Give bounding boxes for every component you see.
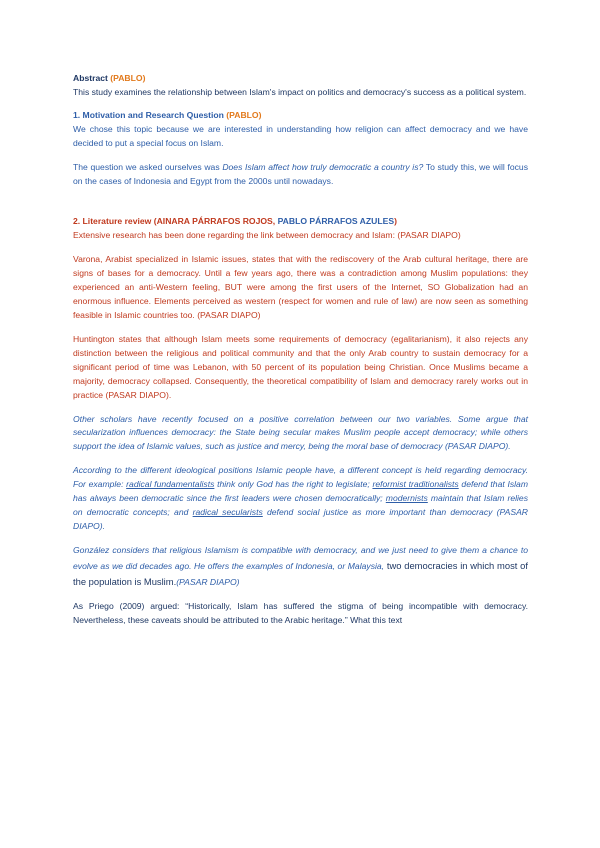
rq-lead: The question we asked ourselves was xyxy=(73,161,223,172)
abstract-heading xyxy=(73,72,528,86)
gonzalez-italic: González considers that religious Islamism is compatible with democracy, and we just need to give them a chance to evolve as we did decades ago. He offers the examples of Indonesia, or Malaysia, xyxy=(73,544,528,571)
term-radical-secularists: radical secularists xyxy=(192,507,263,518)
varona-paragraph: Varona, Arabist specialized in Islamic issues, states that with the rediscovery of the Arab cultural heritage, there are signs of bases for a democracy. Until a few years ago, there was a contradiction among Muslim populations: they experienced an anti-Western feeling, BUT were among the first users of the Internet, SO Globalization had an enormous influence. Elements perceived as western (respect for women and rule of law) are now seen as something feasible in Islamic countries too. (PASAR DIAPO) xyxy=(73,254,528,320)
literature-intro: Extensive research has been done regarding the link between democracy and Islam: (PASAR DIAPO) xyxy=(73,230,461,241)
abstract-title: Abstract xyxy=(73,73,108,83)
literature-title: 2. Literature review ( xyxy=(73,216,157,227)
author-sep: , xyxy=(272,216,278,227)
motivation-title: 1. Motivation and Research Question xyxy=(73,109,224,120)
abstract-text: This study examines the relationship between Islam's impact on politics and democracy's success as a political system. xyxy=(73,86,527,97)
abstract-tag: (PABLO) xyxy=(110,73,146,83)
motivation-tag: (PABLO) xyxy=(226,109,262,120)
term-reformist-traditionalists: reformist traditionalists xyxy=(372,479,459,490)
author-red: AINARA PÁRRAFOS ROJOS xyxy=(156,216,273,227)
ideo-text-b: think only God has the right to legislate; xyxy=(214,479,373,490)
term-modernists: modernists xyxy=(385,493,428,504)
huntington-paragraph: Huntington states that although Islam meets some requirements of democracy (egalitarianism), it also rejects any distinction between the religious and political community and that the only Arab country to sustain democracy for a significant period of time was Lebanon, with 50 percent of its population being Christian. Once Muslims became a majority, democracy collapsed. Consequently, the theoretical compatibility of Islam and democracy rarely works out in practice (PASAR DIAPO). xyxy=(73,333,528,400)
research-question: Does Islam affect how truly democratic a country is? xyxy=(222,161,424,172)
ideo-text-a: According to the different ideological positions Islamic people have, a different concept is held regarding democracy. For example: xyxy=(73,465,528,490)
research-question-paragraph xyxy=(73,161,528,189)
term-radical-fundamentalists: radical fundamentalists xyxy=(126,479,215,490)
gonzalez-plain: two democracies in which most of the population is Muslim. xyxy=(73,559,528,587)
motivation-paragraph: We chose this topic because we are interested in understanding how religion can affect democracy and we have decided to put a special focus on Islam. xyxy=(73,123,528,148)
rq-tail: To study this, we will focus on the cases of Indonesia and Egypt from the 2000s until nowadays. xyxy=(73,161,528,186)
gonzalez-paragraph xyxy=(73,544,528,590)
author-blue: PABLO PÁRRAFOS AZULES xyxy=(277,216,395,227)
ideology-paragraph xyxy=(73,464,528,534)
document-body xyxy=(73,72,528,628)
ideo-text-e: defend social justice as more important than democracy (PASAR DIAPO). xyxy=(73,507,529,531)
literature-close: ) xyxy=(394,216,397,227)
literature-heading xyxy=(73,215,528,229)
ideo-text-c: defend that Islam has always been democratic since the first leaders were chosen democratically; xyxy=(73,479,528,504)
priego-paragraph: As Priego (2009) argued: “Historically, Islam has suffered the stigma of being incompatible with democracy. Nevertheless, these caveats should be attributed to the Arabic heritage.” What this text xyxy=(73,600,528,625)
ideo-text-d: maintain that Islam relies on democratic concepts; and xyxy=(73,493,528,518)
motivation-heading xyxy=(73,109,528,123)
gonzalez-tail: (PASAR DIAPO) xyxy=(176,576,240,587)
other-scholars-paragraph: Other scholars have recently focused on a positive correlation between our two variables. Some argue that secularization influences democracy: the State being secular makes Muslim people accept democracy; while others support the idea of Islamic values, such as justice and mercy, being the moral base of democracy (PASAR DIAPO). xyxy=(73,413,528,452)
